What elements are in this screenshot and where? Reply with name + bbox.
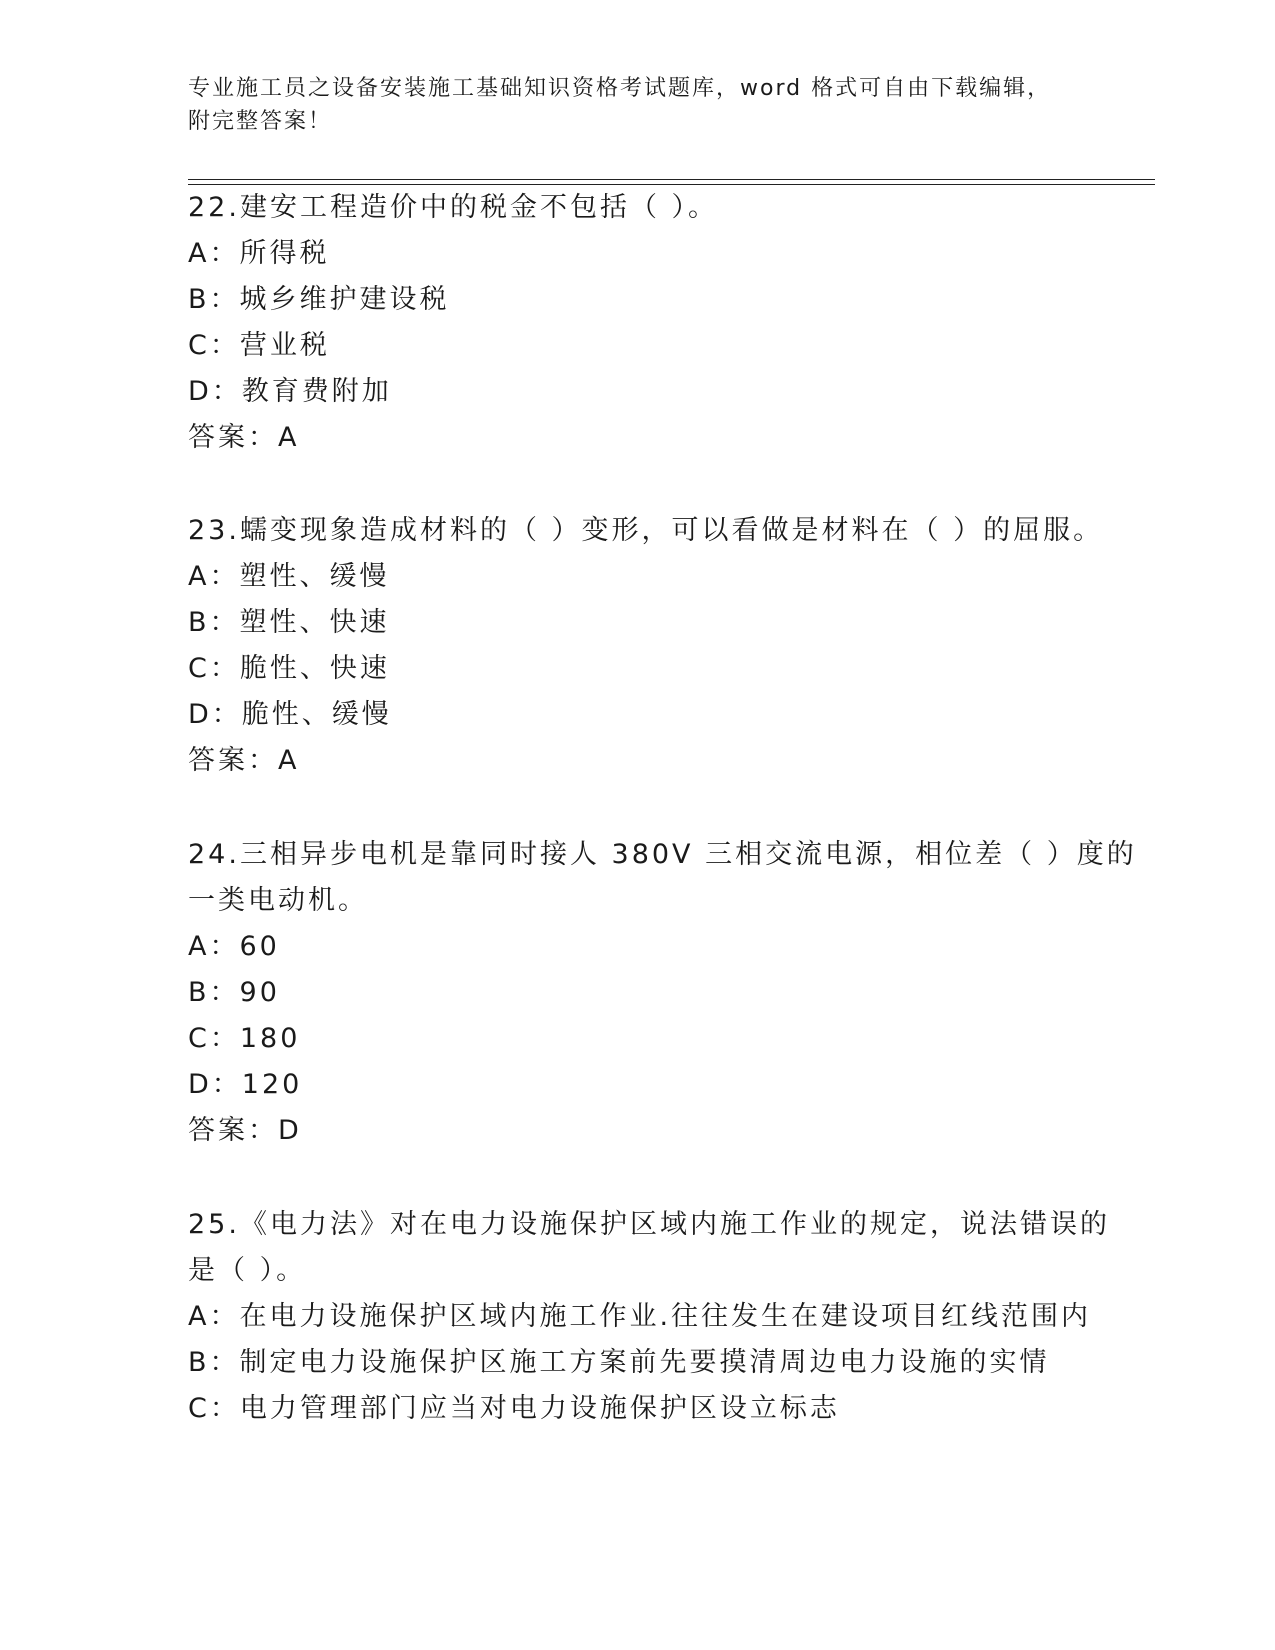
answer: 答案：A <box>188 422 300 453</box>
option-d: D：教育费附加 <box>188 376 392 407</box>
option-a: A：60 <box>188 931 280 962</box>
option-b: B：制定电力设施保护区施工方案前先要摸清周边电力设施的实情 <box>188 1347 1050 1378</box>
option-c: C：180 <box>188 1023 301 1054</box>
option-a: A：塑性、缓慢 <box>188 561 390 592</box>
question-25 <box>188 1202 1110 1432</box>
question-stem-line-2: 一类电动机。 <box>188 885 368 916</box>
option-a: A：在电力设施保护区域内施工作业.往往发生在建设项目红线范围内 <box>188 1301 1092 1332</box>
question-stem: 22.建安工程造价中的税金不包括（ ）。 <box>188 192 719 223</box>
question-23 <box>188 508 1104 784</box>
question-stem-line-1: 25.《电力法》对在电力设施保护区域内施工作业的规定，说法错误的 <box>188 1209 1110 1240</box>
header-divider-top <box>188 179 1155 180</box>
option-d: D：120 <box>188 1069 303 1100</box>
question-stem-line-2: 是（ ）。 <box>188 1255 307 1286</box>
header-line-2: 附完整答案！ <box>188 109 333 134</box>
option-b: B：城乡维护建设税 <box>188 284 450 315</box>
option-d: D：脆性、缓慢 <box>188 699 392 730</box>
option-c: C：脆性、快速 <box>188 653 390 684</box>
question-24 <box>188 832 1137 1154</box>
option-c: C：营业税 <box>188 330 330 361</box>
header-line-1: 专业施工员之设备安装施工基础知识资格考试题库，word 格式可自由下载编辑， <box>188 76 1052 101</box>
option-c: C：电力管理部门应当对电力设施保护区设立标志 <box>188 1393 840 1424</box>
question-stem: 23.蠕变现象造成材料的（ ）变形，可以看做是材料在（ ）的屈服。 <box>188 515 1104 546</box>
option-b: B：90 <box>188 977 280 1008</box>
question-stem-line-1: 24.三相异步电机是靠同时接人 380V 三相交流电源，相位差（ ）度的 <box>188 839 1137 870</box>
answer: 答案：A <box>188 745 300 776</box>
question-22 <box>188 185 1088 461</box>
document-header <box>188 72 1068 138</box>
option-a: A：所得税 <box>188 238 330 269</box>
answer: 答案：D <box>188 1115 302 1146</box>
option-b: B：塑性、快速 <box>188 607 390 638</box>
